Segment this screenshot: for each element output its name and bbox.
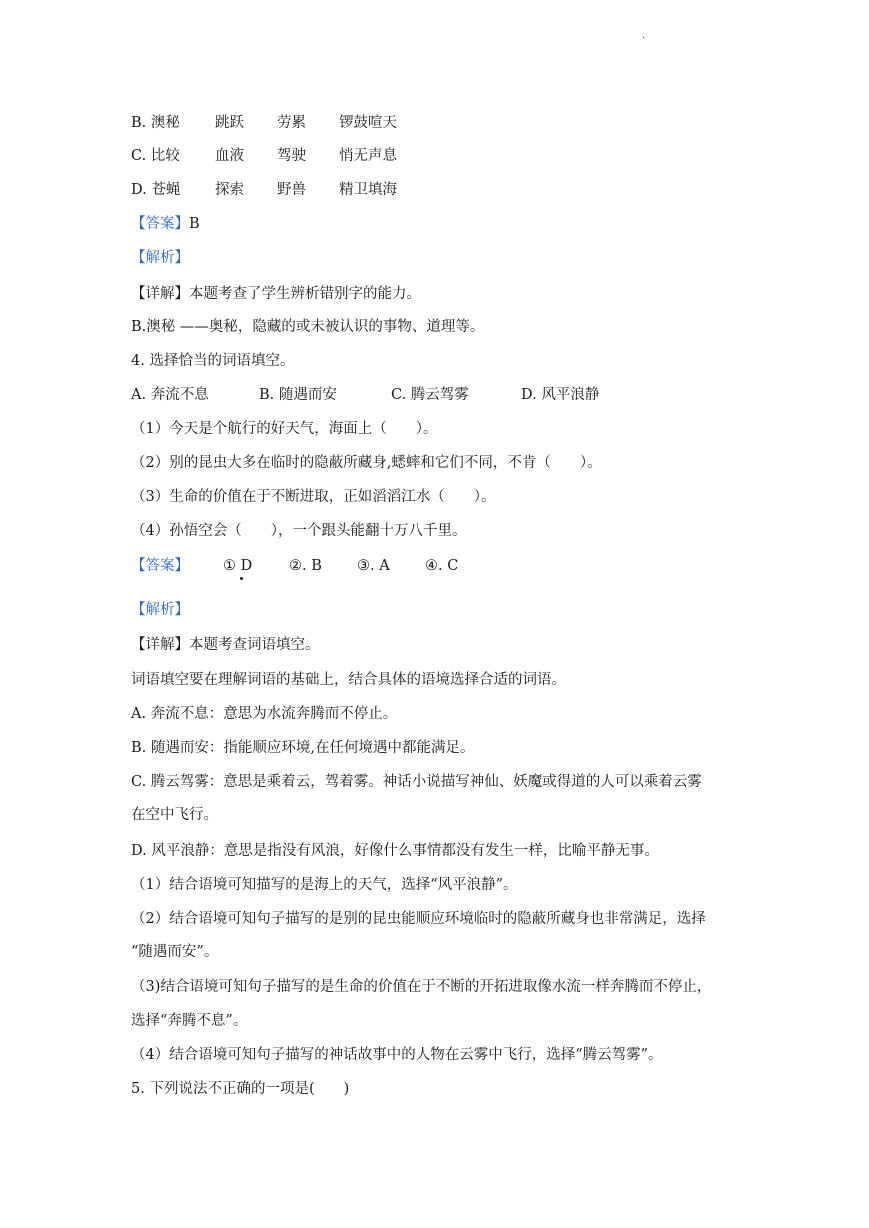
option-word: 驾驶 (277, 148, 306, 164)
explain-line: 选择“奔腾不息”。 (131, 1013, 248, 1029)
q3-answer (131, 214, 200, 234)
detail-text: 本题考查词语填空。 (189, 637, 320, 653)
option-letter: C. 比较 (131, 148, 180, 164)
q4-analysis (131, 600, 189, 620)
option-word: 锣鼓喧天 (339, 115, 397, 131)
option-letter: D. 苍蝇 (131, 182, 181, 198)
explain-line: B. 随遇而安：指能顺应环境,在任何境遇中都能满足。 (131, 740, 475, 756)
answer-2: ②. B (289, 558, 322, 574)
answer-value: B (189, 216, 200, 232)
q4-blank-1: （1）今天是个航行的好天气，海面上（ ）。 (131, 421, 438, 437)
q3-analysis (131, 248, 189, 268)
answer-1: ① D (223, 558, 253, 574)
explain-line: （3)结合语境可知句子描写的是生命的价值在于不断的开拓进取像水流一样奔腾而不停止， (131, 979, 712, 995)
detail-tag: 【详解】 (131, 637, 189, 653)
answer-3: ③. A (357, 558, 390, 574)
explain-line: （4）结合语境可知句子描写的神话故事中的人物在云雾中飞行，选择“腾云驾雾”。 (131, 1047, 663, 1063)
analysis-tag: 【解析】 (131, 602, 189, 618)
option-word: 悄无声息 (339, 148, 397, 164)
explain-line: 词语填空要在理解词语的基础上，结合具体的语境选择合适的词语。 (131, 672, 566, 688)
q4-option-d: D. 风平浪静 (521, 387, 600, 403)
option-d-row (131, 180, 397, 200)
explain-line: （1）结合语境可知描写的是海上的天气，选择“风平浪静”。 (131, 877, 518, 893)
explain-line: （2）结合语境可知句子描写的是别的昆虫能顺应环境临时的隐蔽所藏身也非常满足，选择 (131, 911, 706, 927)
option-word: 探索 (215, 182, 244, 198)
q5-stem: 5. 下列说法不正确的一项是( ) (131, 1081, 350, 1097)
q4-detail (131, 635, 320, 655)
option-letter: B. 澳秘 (131, 115, 180, 131)
option-c-row (131, 146, 397, 166)
q4-answer-row (131, 556, 458, 576)
q4-option-a: A. 奔流不息 (131, 387, 209, 403)
option-word: 血液 (215, 148, 244, 164)
header-mark: . (642, 30, 646, 41)
q4-blank-3: （3）生命的价值在于不断进取，正如滔滔江水（ ）。 (131, 489, 496, 505)
detail-tag: 【详解】 (131, 286, 189, 302)
explain-line: D. 风平浪静：意思是指没有风浪，好像什么事情都没有发生一样，比喻平静无事。 (131, 843, 659, 859)
q4-stem: 4. 选择恰当的词语填空。 (131, 353, 295, 369)
explain-line: A. 奔流不息：意思为水流奔腾而不停止。 (131, 706, 398, 722)
q3-detail (131, 284, 421, 304)
option-word: 跳跃 (215, 115, 244, 131)
q4-blank-4: （4）孙悟空会（ ），一个跟头能翻十万八千里。 (131, 523, 467, 539)
explain-line: “随遇而安”。 (131, 944, 219, 960)
option-word: 劳累 (277, 115, 306, 131)
option-word: 精卫填海 (339, 182, 397, 198)
q4-blank-2: （2）别的昆虫大多在临时的隐蔽所藏身,蟋蟀和它们不同，不肯（ ）。 (131, 455, 602, 471)
option-b-row (131, 113, 397, 133)
answer-4: ④. C (425, 558, 459, 574)
q4-options (131, 385, 599, 405)
explain-line: C. 腾云驾雾：意思是乘着云，驾着雾。神话小说描写神仙、妖魔或得道的人可以乘着云雾 (131, 774, 702, 790)
detail-text: 本题考查了学生辨析错别字的能力。 (189, 286, 421, 302)
q3-note: B.澳秘 ——奥秘，隐藏的或未被认识的事物、道理等。 (131, 319, 485, 335)
q4-option-c: C. 腾云驾雾 (391, 387, 469, 403)
answer-tag: 【答案】 (131, 216, 189, 232)
explain-line: 在空中飞行。 (131, 807, 218, 823)
analysis-tag: 【解析】 (131, 250, 189, 266)
q4-option-b: B. 随遇而安 (259, 387, 337, 403)
answer-tag: 【答案】 (131, 558, 189, 574)
emphasis-dot (240, 577, 243, 580)
option-word: 野兽 (277, 182, 306, 198)
